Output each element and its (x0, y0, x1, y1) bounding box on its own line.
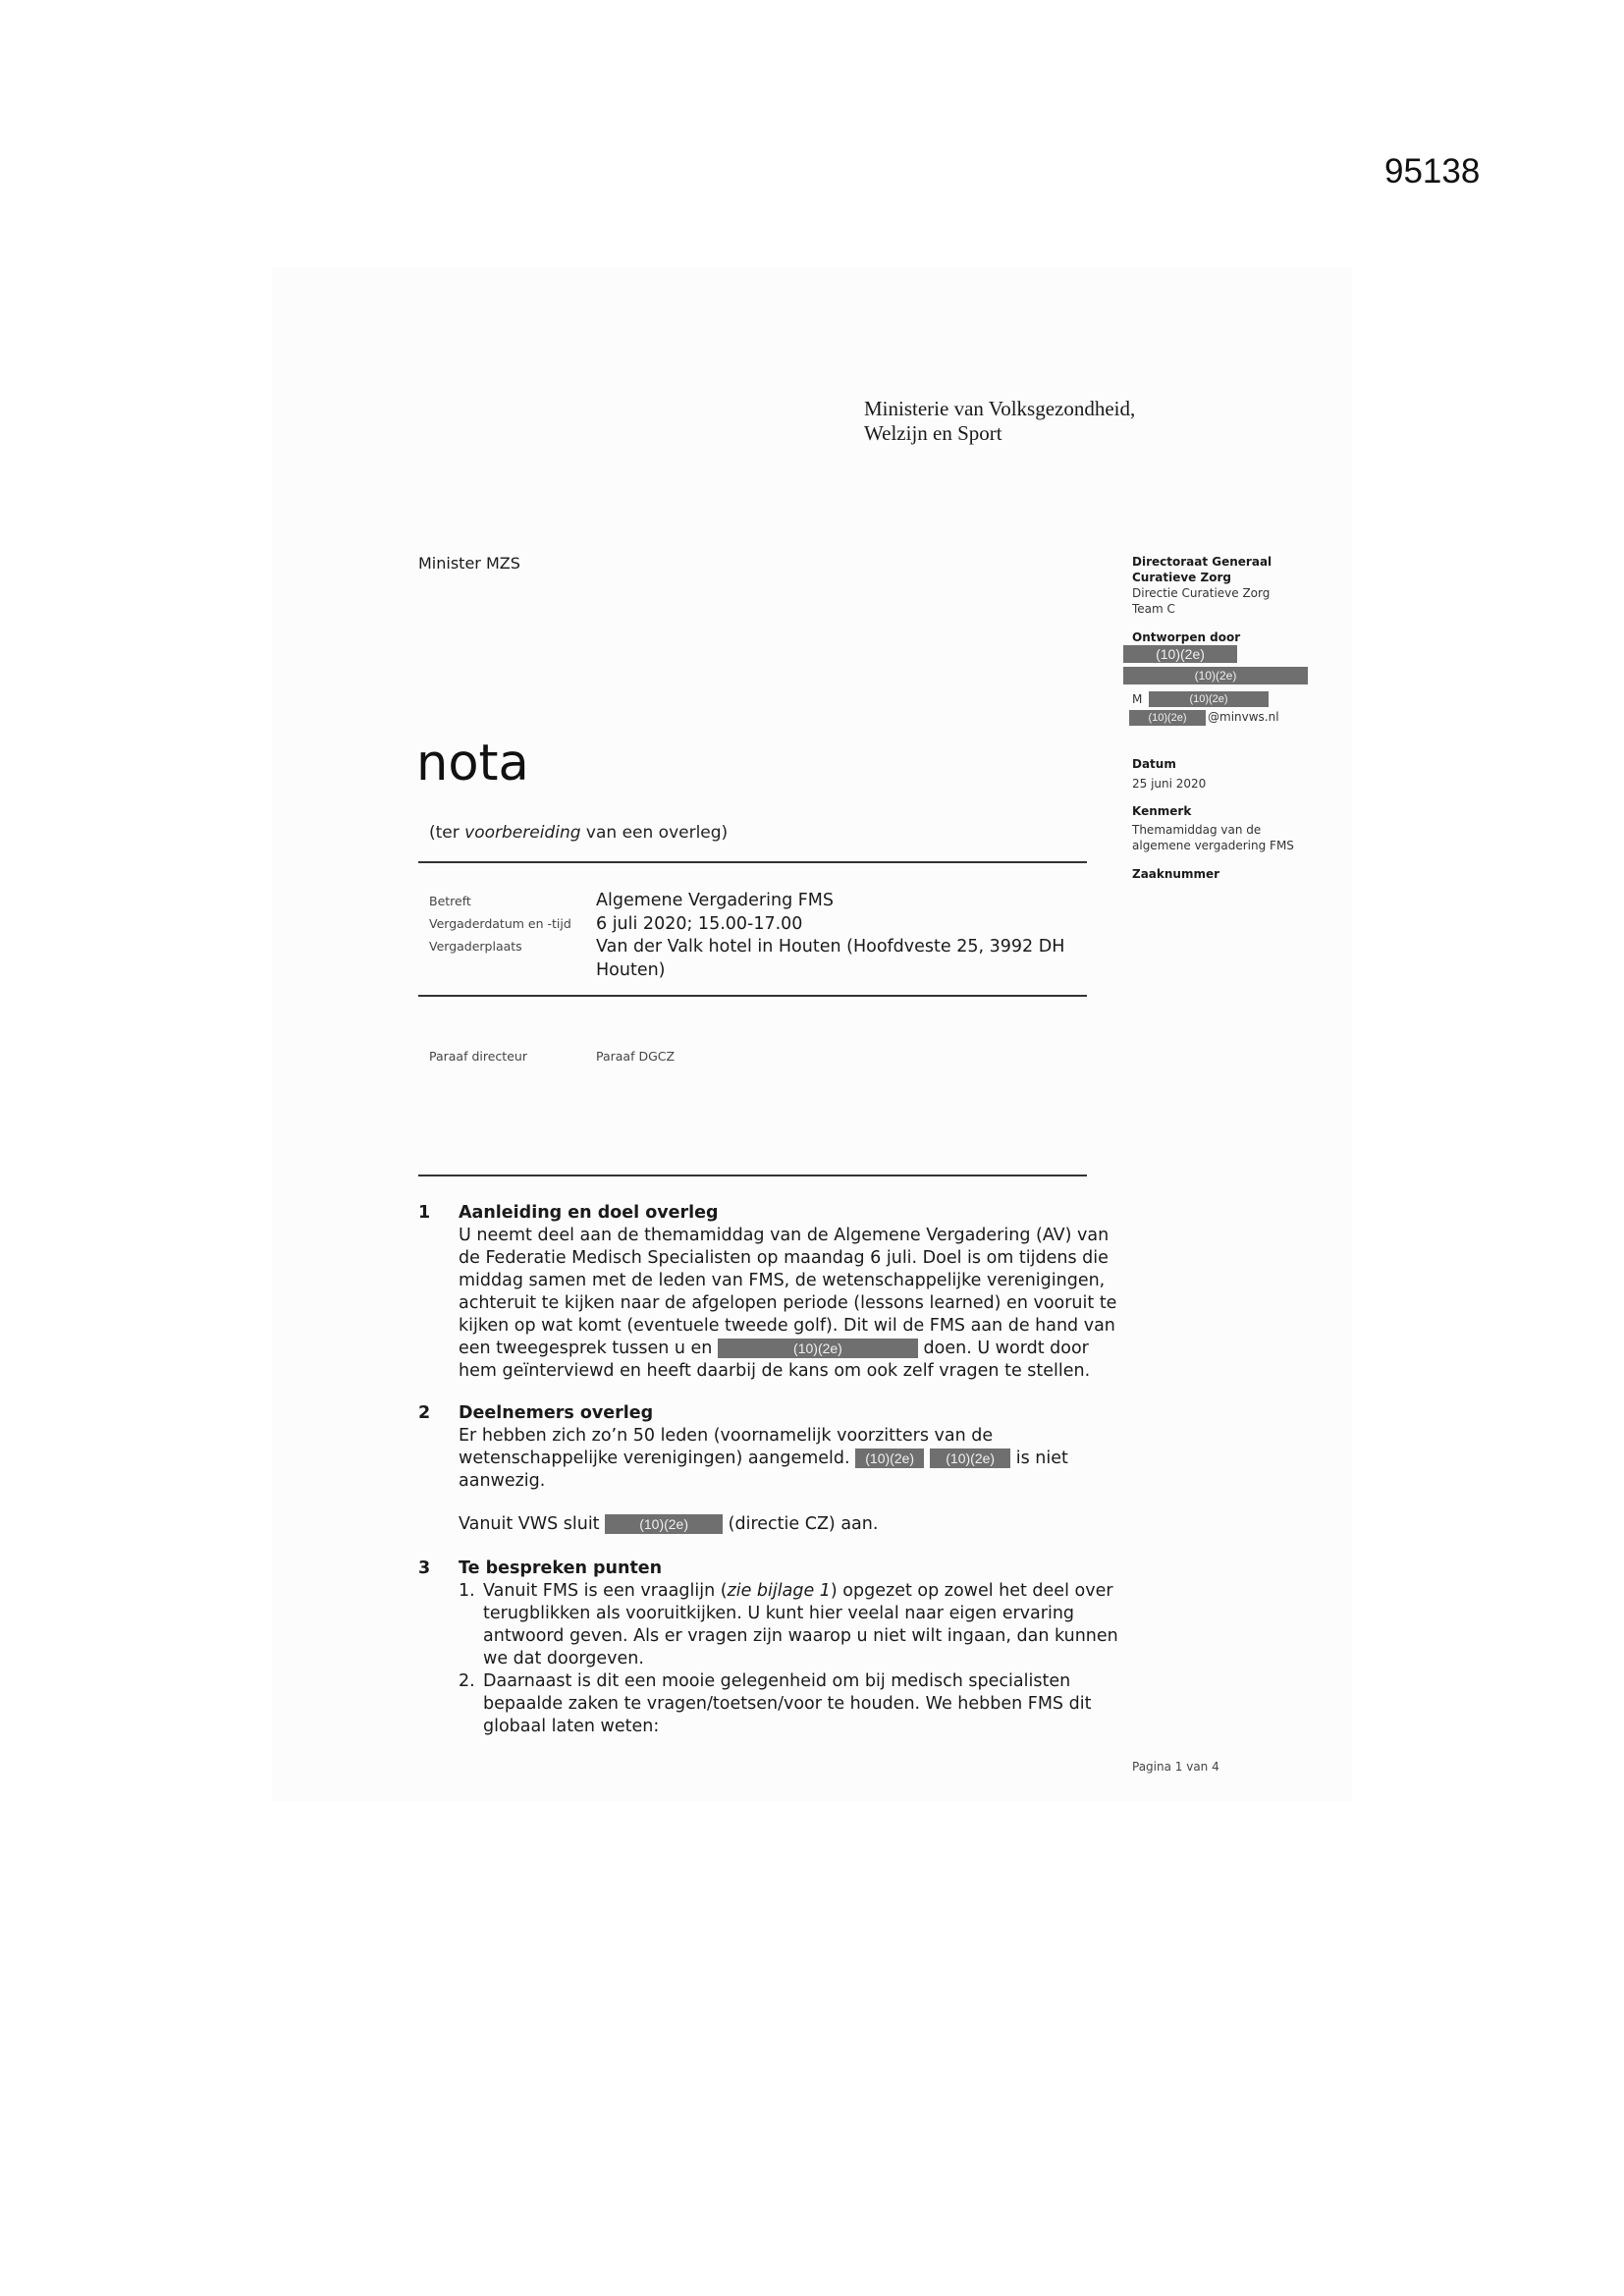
text-line: bepaalde zaken te vragen/toetsen/voor te houden. We hebben FMS dit (483, 1694, 1092, 1714)
text-line: hem geïnterviewd en heeft daarbij de kans om ook zelf vragen te stellen. (459, 1361, 1091, 1381)
meta-subject: Algemene Vergadering FMS (596, 891, 835, 910)
designed-by-label: Ontworpen door (1132, 630, 1241, 644)
text-line (459, 1448, 1126, 1470)
text-line (459, 1338, 1126, 1360)
list-item (459, 1580, 1126, 1670)
text-line: de Federatie Medisch Specialisten op maandag 6 juli. Doel is om tijdens die (459, 1248, 1109, 1268)
subtitle-emphasis: voorbereiding (464, 823, 581, 843)
kenmerk-line-1: Themamiddag van de (1132, 823, 1262, 837)
text-line: Er hebben zich zo’n 50 leden (voornamelijk voorzitters van de (459, 1426, 994, 1446)
section-body (459, 1425, 1126, 1536)
meta-label-datetime: Vergaderdatum en -tijd (429, 916, 571, 931)
addressee: Minister MZS (418, 554, 520, 573)
text-line: terugblikken als vooruitkijken. U kunt hier veelal naar eigen ervaring (483, 1604, 1075, 1623)
text-line: antwoord geven. Als er vragen zijn waarop u niet wilt ingaan, dan kunnen (483, 1626, 1118, 1646)
section-body (459, 1225, 1126, 1383)
redaction-block: (10)(2e) (1129, 710, 1206, 726)
meta-label-place: Vergaderplaats (429, 939, 522, 954)
section-number: 3 (418, 1558, 431, 1578)
text-line (483, 1580, 1126, 1603)
kenmerk-block (1132, 803, 1294, 853)
ministry-logotype (864, 397, 1135, 446)
text-fragment: Vanuit FMS is een vraaglijn ( (483, 1581, 728, 1601)
redaction-block: (10)(2e) (1149, 691, 1269, 707)
text-line: kijken op wat komt (eventuele tweede golf). Dit wil de FMS aan de hand van (459, 1316, 1115, 1336)
kenmerk-line-2: algemene vergadering FMS (1132, 839, 1294, 852)
text-fragment: wetenschappelijke verenigingen) aangemeld. (459, 1449, 856, 1468)
redaction-block: (10)(2e) (605, 1514, 723, 1534)
document-page (272, 267, 1352, 1801)
text-fragment: ) opgezet op zowel het deel over (830, 1581, 1113, 1601)
text-line: Daarnaast is dit een mooie gelegenheid om bij medisch specialisten (483, 1671, 1071, 1691)
meta-values (596, 890, 1087, 982)
sidebar-organisation (1132, 554, 1272, 617)
section-title: Te bespreken punten (459, 1558, 663, 1578)
text-fragment: (directie CZ) aan. (723, 1514, 879, 1534)
section-title: Aanleiding en doel overleg (459, 1203, 719, 1223)
list-number: 1. (459, 1581, 475, 1601)
org-line-4: Team C (1132, 602, 1175, 616)
redaction-block: (10)(2e) (855, 1449, 924, 1468)
text-line: achteruit te kijken naar de afgelopen periode (lessons learned) en vooruit te (459, 1293, 1117, 1313)
meta-label-subject: Betreft (429, 894, 471, 908)
org-line-2: Curatieve Zorg (1132, 571, 1231, 584)
divider (418, 995, 1087, 997)
kenmerk-label: Kenmerk (1132, 804, 1192, 818)
divider (418, 861, 1087, 863)
ministry-name-line-2: Welzijn en Sport (864, 421, 1002, 445)
text-fragment: een tweegesprek tussen u en (459, 1339, 718, 1358)
meta-place-line-2: Houten) (596, 959, 666, 980)
date-label: Datum (1132, 757, 1176, 771)
text-line (459, 1513, 1126, 1536)
meta-place-line-1: Van der Valk hotel in Houten (Hoofdveste 25, 3992 DH (596, 937, 1065, 957)
subtitle-suffix: van een overleg) (580, 823, 729, 843)
section-number: 1 (418, 1203, 431, 1223)
list-number: 2. (459, 1671, 475, 1691)
section-number: 2 (418, 1403, 431, 1423)
text-fragment: doen. U wordt door (917, 1339, 1089, 1358)
meta-labels (429, 890, 571, 957)
section-body (459, 1580, 1126, 1738)
text-fragment: Vanuit VWS sluit (459, 1514, 606, 1534)
text-line: U neemt deel aan de themamiddag van de Algemene Vergadering (AV) van (459, 1226, 1110, 1245)
section-title: Deelnemers overleg (459, 1403, 654, 1423)
document-number: 95138 (1384, 152, 1481, 191)
text-line: we dat doorgeven. (483, 1649, 644, 1668)
paraaf-dgcz-label: Paraaf DGCZ (596, 1049, 676, 1064)
page-number: Pagina 1 van 4 (1132, 1760, 1219, 1774)
text-fragment: is niet (1010, 1449, 1068, 1468)
redaction-block: (10)(2e) (930, 1449, 1010, 1468)
org-line-3: Directie Curatieve Zorg (1132, 586, 1271, 600)
date-value: 25 juni 2020 (1132, 777, 1207, 791)
mobile-prefix: M (1132, 692, 1143, 706)
meta-datetime: 6 juli 2020; 15.00-17.00 (596, 913, 803, 934)
document-subtitle (429, 823, 728, 843)
redaction-block: (10)(2e) (1123, 667, 1308, 684)
redaction-block: (10)(2e) (1123, 645, 1237, 663)
text-line: middag samen met de leden van FMS, de wetenschappelijke verenigingen, (459, 1271, 1106, 1290)
paraaf-director-label: Paraaf directeur (429, 1049, 527, 1064)
ministry-name-line-1: Ministerie van Volksgezondheid, (864, 397, 1136, 420)
divider (418, 1175, 1087, 1176)
zaaknummer-label: Zaaknummer (1132, 867, 1220, 881)
document-title: nota (416, 735, 529, 793)
list-item (459, 1670, 1126, 1738)
date-block (1132, 756, 1206, 792)
text-emphasis: zie bijlage 1 (727, 1581, 831, 1601)
org-line-1: Directoraat Generaal (1132, 555, 1272, 569)
subtitle-prefix: (ter (429, 823, 465, 843)
email-suffix: @minvws.nl (1208, 710, 1279, 724)
text-line: globaal laten weten: (483, 1717, 660, 1736)
redaction-block: (10)(2e) (718, 1339, 918, 1358)
text-line: aanwezig. (459, 1471, 546, 1491)
